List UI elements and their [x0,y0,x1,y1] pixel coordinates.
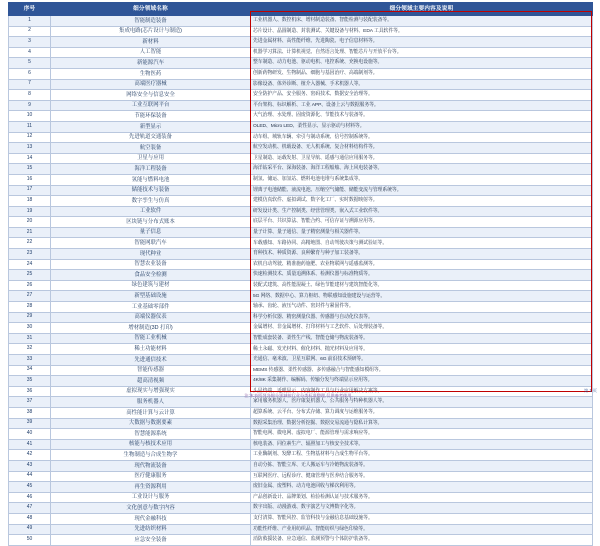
cell-field-name: 新能源汽车 [51,58,251,69]
cell-description: 超算系统、云平台、分布式存储、算力调度与运维服务等。 [251,407,593,418]
cell-description: 制氢、储运、加氢站、燃料电池电堆与系统集成等。 [251,174,593,185]
column-header-no: 序号 [9,3,51,16]
table-row [9,185,593,196]
cell-description: 大气治理、水处理、固废资源化、节能技术与装备等。 [251,111,593,122]
cell-no: 19 [9,206,51,217]
cell-field-name: 文化创意与数字内容 [51,503,251,514]
cell-no: 43 [9,460,51,471]
cell-field-name: 海洋工程装备 [51,164,251,175]
cell-description: 动车组、城轨车辆、牵引与制动系统、信号控制系统等。 [251,132,593,143]
table-row [9,418,593,429]
cell-field-name: 现代金融科技 [51,513,251,524]
cell-field-name: 工业设计与服务 [51,492,251,503]
table-header-row [9,3,593,16]
cell-no: 50 [9,535,51,546]
cell-field-name: 智能网联汽车 [51,238,251,249]
cell-no: 39 [9,418,51,429]
cell-no: 22 [9,238,51,249]
cell-no: 18 [9,196,51,207]
cell-no: 37 [9,397,51,408]
table-row [9,227,593,238]
cell-field-name: 先进通信技术 [51,355,251,366]
table-row [9,79,593,90]
cell-no: 44 [9,471,51,482]
cell-description: 轴承、齿轮、液压气动件、密封件与紧固件等。 [251,302,593,313]
cell-no: 4 [9,47,51,58]
cell-description: 数字出版、动漫游戏、数字演艺与文博数字化等。 [251,503,593,514]
table-row [9,196,593,207]
cell-field-name: 先进纺织材料 [51,524,251,535]
cell-field-name: 医疗健康服务 [51,471,251,482]
cell-field-name: 网络安全与信息安全 [51,90,251,101]
cell-field-name: 智慧农业装备 [51,259,251,270]
cell-no: 21 [9,227,51,238]
table-row [9,524,593,535]
cell-no: 15 [9,164,51,175]
cell-description: 金属增材、非金属增材、打印材料与工艺软件、后处理装备等。 [251,323,593,334]
cell-description: 5G 网络、数据中心、算力枢纽、物联感知设施建设与运营等。 [251,291,593,302]
cell-no: 11 [9,121,51,132]
cell-description: 数据采集治理、数据分析挖掘、数据交易流通与隐私计算等。 [251,418,593,429]
cell-field-name: 人工智能 [51,47,251,58]
table-row [9,535,593,546]
table-row [9,206,593,217]
cell-no: 29 [9,312,51,323]
table-row [9,355,593,366]
cell-field-name: 量子信息 [51,227,251,238]
cell-no: 12 [9,132,51,143]
cell-no: 42 [9,450,51,461]
table-row [9,291,593,302]
cell-field-name: 应急安全装备 [51,535,251,546]
cell-description: 底层平台、共识算法、智能合约、可信存证与溯源应用等。 [251,217,593,228]
cell-field-name: 高端仪器仪表 [51,312,251,323]
cell-no: 24 [9,259,51,270]
table-row [9,132,593,143]
table-header [9,3,593,16]
cell-field-name: 大数据与数据要素 [51,418,251,429]
cell-field-name: 增材制造(3D 打印) [51,323,251,334]
cell-field-name: 航空装备 [51,143,251,154]
cell-description: 海洋钻采平台、深海装备、海洋工程船舶、海上风电装备等。 [251,164,593,175]
table-row [9,47,593,58]
cell-description: 核电装备、同位素生产、辐照加工与核安全技术等。 [251,439,593,450]
cell-description: 整车制造、动力电池、驱动电机、电控系统、充换电设施等。 [251,58,593,69]
cell-field-name: 节能环保装备 [51,111,251,122]
cell-no: 34 [9,365,51,376]
cell-no: 28 [9,302,51,313]
table-body [9,16,593,546]
cell-no: 35 [9,376,51,387]
table-row [9,513,593,524]
cell-description: 功能性纤维、产业用纺织品、智能纺织与绿色印染等。 [251,524,593,535]
cell-field-name: 超高清视频 [51,376,251,387]
cell-no: 31 [9,333,51,344]
cell-description: 工业机器人、数控机床、增材制造装备、智能检测与装配装备等。 [251,16,593,27]
cell-description: 废旧金属、废塑料、动力电池回收与梯次利用等。 [251,482,593,493]
cell-field-name: 工业基础零部件 [51,302,251,313]
cell-field-name: 生物医药 [51,68,251,79]
cell-description: 装配式建筑、高性能混凝土、绿色节能建材与建筑智能化等。 [251,280,593,291]
cell-description: 支付清算、智能风控、监管科技与金融信息基础设施等。 [251,513,593,524]
cell-description: 头显终端、近眼显示、内容制作工具与行业应用解决方案等。 [251,386,593,397]
cell-description: 自动分拣、智能立库、无人搬运车与冷链物流装备等。 [251,460,593,471]
table-row [9,174,593,185]
cell-description: 芯片设计、晶圆制造、封装测试、关键设备与材料、EDA 工具软件等。 [251,26,593,37]
cell-no: 16 [9,174,51,185]
cell-description: 快速检测技术、质量追溯体系、检测仪器与标准物质等。 [251,270,593,281]
cell-description: 光通信、毫米波、卫星互联网、6G 前沿技术预研等。 [251,355,593,366]
cell-description: 车载感知、车路协同、高精地图、自动驾驶决策与测试验证等。 [251,238,593,249]
cell-no: 6 [9,68,51,79]
cell-field-name: 卫星与应用 [51,153,251,164]
cell-description: 研发设计类、生产控制类、经营管理类、嵌入式工业软件等。 [251,206,593,217]
cell-field-name: 核能与核技术应用 [51,439,251,450]
cell-description: OLED、Micro LED、柔性显示、显示驱动与材料等。 [251,121,593,132]
table-row [9,58,593,69]
cell-no: 48 [9,513,51,524]
cell-field-name: 现代物流装备 [51,460,251,471]
table-row [9,333,593,344]
footer-note: 注:本表所列各细分领域按行业分类标准整理,仅供参考使用。 [244,393,356,398]
cell-description: 4K/8K 采集制作、编解码、传输分发与终端显示应用等。 [251,376,593,387]
cell-description: 创新药物研发、生物制品、细胞与基因治疗、高端制剂等。 [251,68,593,79]
cell-no: 2 [9,26,51,37]
cell-field-name: 新型显示 [51,121,251,132]
cell-field-name: 再生资源利用 [51,482,251,493]
table-row [9,365,593,376]
column-header-desc: 细分领域主要内容及说明 [251,3,593,16]
cell-description: 稀土永磁、发光材料、催化材料、抛光材料及应用等。 [251,344,593,355]
cell-no: 5 [9,58,51,69]
cell-no: 36 [9,386,51,397]
cell-no: 3 [9,37,51,48]
cell-no: 25 [9,270,51,281]
cell-description: 育种技术、种质资源、良种繁育与种子加工装备等。 [251,249,593,260]
cell-description: 建模仿真软件、虚拟调试、数字化工厂、实时数据映射等。 [251,196,593,207]
cell-description: 智能电网、微电网、虚拟电厂、能源管理与需求响应等。 [251,429,593,440]
column-header-name: 细分领域名称 [51,3,251,16]
cell-description: 机器学习算法、计算机视觉、自然语言处理、智能芯片与开放平台等。 [251,47,593,58]
cell-description: 家用服务机器人、医疗康复机器人、公共服务与特种机器人等。 [251,397,593,408]
table-row [9,503,593,514]
cell-no: 23 [9,249,51,260]
cell-no: 33 [9,355,51,366]
cell-description: 先进金属材料、高性能纤维、先进陶瓷、电子信息材料等。 [251,37,593,48]
industry-table [8,2,593,546]
cell-description: 互联网医疗、远程诊疗、健康管理与医养结合服务等。 [251,471,593,482]
cell-no: 1 [9,16,51,27]
cell-description: 安全防护产品、安全服务、密码技术、数据安全治理等。 [251,90,593,101]
cell-no: 9 [9,100,51,111]
table-row [9,37,593,48]
table-row [9,238,593,249]
cell-description: 产品创新设计、品牌策划、检验检测认证与技术服务等。 [251,492,593,503]
cell-field-name: 智慧能源系统 [51,429,251,440]
cell-description: 农机自动驾驶、精准施药施肥、农业物联网与遥感监测等。 [251,259,593,270]
table-row [9,26,593,37]
cell-field-name: 服务机器人 [51,397,251,408]
cell-field-name: 储能技术与装备 [51,185,251,196]
table-row [9,302,593,313]
table-row [9,471,593,482]
cell-field-name: 工业软件 [51,206,251,217]
cell-no: 32 [9,344,51,355]
table-row [9,100,593,111]
cell-description: 锂离子电池储能、液流电池、压缩空气储能、储能变流与管理系统等。 [251,185,593,196]
cell-no: 13 [9,143,51,154]
cell-field-name: 智能传感器 [51,365,251,376]
cell-description: 卫星制造、运载发射、卫星导航、遥感与通信应用服务等。 [251,153,593,164]
cell-field-name: 虚拟现实与增强现实 [51,386,251,397]
cell-field-name: 集成电路(芯片设计与制造) [51,26,251,37]
cell-no: 49 [9,524,51,535]
table-row [9,259,593,270]
table-row [9,111,593,122]
table-row [9,312,593,323]
table-row [9,460,593,471]
table-row [9,492,593,503]
cell-field-name: 氢能与燃料电池 [51,174,251,185]
cell-no: 45 [9,482,51,493]
industry-table-container [8,2,592,543]
cell-description: 智能成套装备、柔性生产线、智能仓储与物流装备等。 [251,333,593,344]
cell-no: 27 [9,291,51,302]
cell-no: 14 [9,153,51,164]
cell-description: 科学分析仪器、精密测量仪器、传感器与自动化仪表等。 [251,312,593,323]
table-row [9,429,593,440]
table-row [9,323,593,334]
table-row [9,344,593,355]
table-row [9,90,593,101]
table-row [9,450,593,461]
table-row [9,68,593,79]
cell-description: 消防救援装备、应急通信、监测预警与个体防护装备等。 [251,535,593,546]
table-row [9,376,593,387]
cell-no: 17 [9,185,51,196]
cell-field-name: 高性能计算与云计算 [51,407,251,418]
table-row [9,143,593,154]
cell-description: 量子计算、量子通信、量子精密测量与相关器件等。 [251,227,593,238]
cell-description: 影像设备、体外诊断、植介入器械、手术机器人等。 [251,79,593,90]
cell-field-name: 区块链与分布式账本 [51,217,251,228]
page-number: 第 1 页 [583,388,597,393]
table-row [9,153,593,164]
cell-field-name: 食品安全检测 [51,270,251,281]
table-row [9,270,593,281]
cell-field-name: 现代种业 [51,249,251,260]
cell-no: 7 [9,79,51,90]
table-row [9,249,593,260]
cell-no: 20 [9,217,51,228]
table-row [9,407,593,418]
cell-no: 41 [9,439,51,450]
cell-no: 30 [9,323,51,334]
table-row [9,217,593,228]
cell-description: 平台架构、标识解析、工业 APP、设备上云与数据服务等。 [251,100,593,111]
cell-no: 26 [9,280,51,291]
cell-field-name: 稀土功能材料 [51,344,251,355]
table-row [9,16,593,27]
cell-no: 47 [9,503,51,514]
table-row [9,164,593,175]
table-row [9,121,593,132]
cell-description: 航空发动机、机载设备、无人机系统、复合材料结构件等。 [251,143,593,154]
cell-no: 40 [9,429,51,440]
table-row [9,280,593,291]
table-row [9,482,593,493]
cell-field-name: 新材料 [51,37,251,48]
cell-no: 38 [9,407,51,418]
cell-no: 10 [9,111,51,122]
cell-field-name: 新型基础设施 [51,291,251,302]
cell-description: 工业酶制剂、发酵工程、生物基材料与合成生物平台等。 [251,450,593,461]
table-row [9,439,593,450]
cell-field-name: 先进轨道交通装备 [51,132,251,143]
cell-field-name: 绿色建筑与建材 [51,280,251,291]
cell-description: MEMS 传感器、柔性传感器、多传感融合与智能感知模组等。 [251,365,593,376]
cell-field-name: 智能制造装备 [51,16,251,27]
cell-no: 8 [9,90,51,101]
cell-field-name: 工业互联网平台 [51,100,251,111]
cell-field-name: 生物制造与合成生物学 [51,450,251,461]
cell-field-name: 高端医疗器械 [51,79,251,90]
cell-field-name: 数字孪生与仿真 [51,196,251,207]
cell-no: 46 [9,492,51,503]
cell-field-name: 智能工业机械 [51,333,251,344]
